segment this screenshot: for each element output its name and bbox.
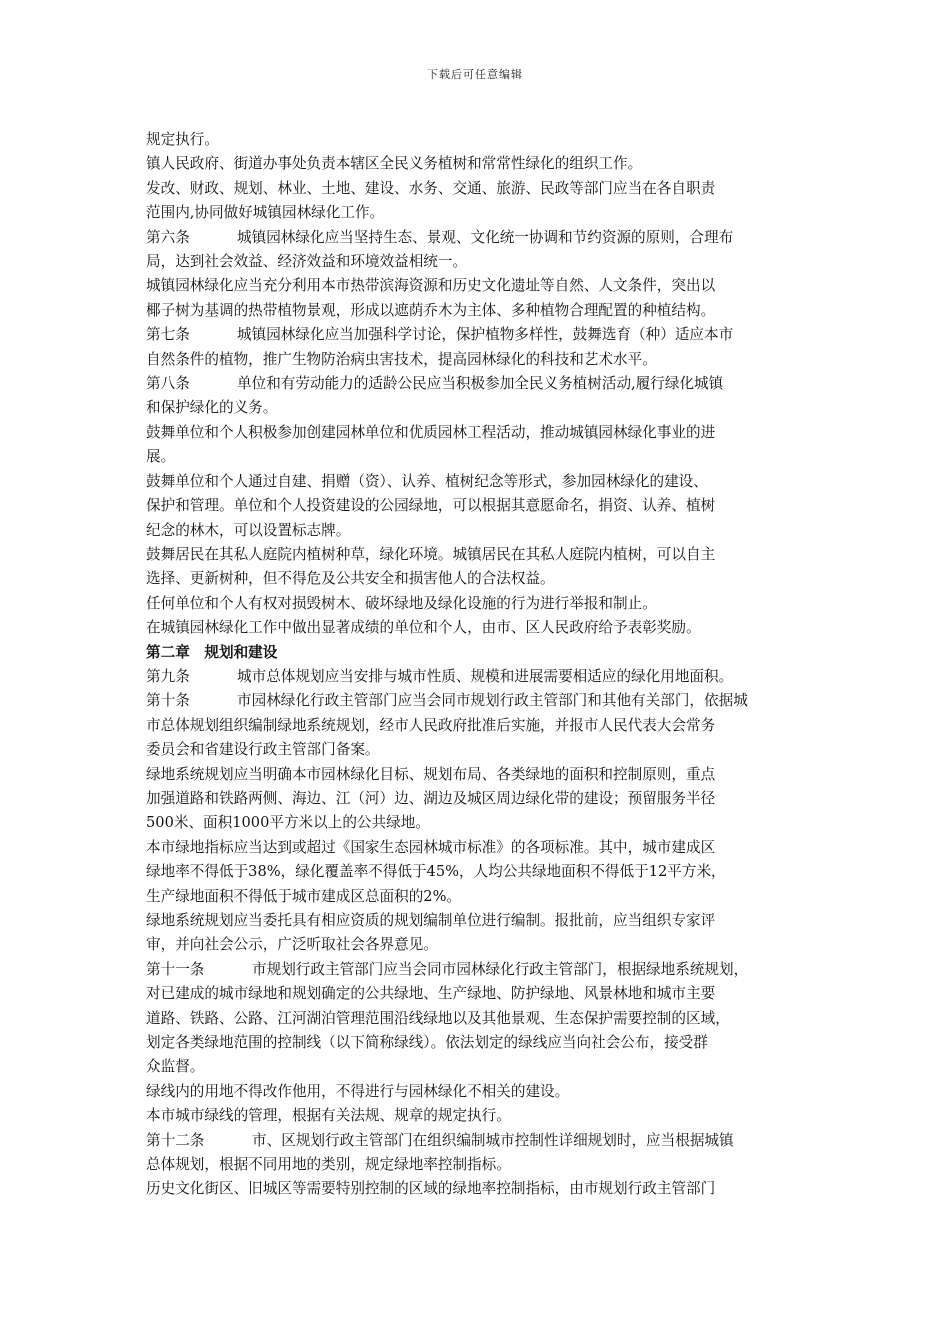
line-text: 选择、更新树种，但不得危及公共安全和损害他人的合法权益。	[146, 570, 555, 588]
line-text: 镇人民政府、街道办事处负责本辖区全民义务植树和常常性绿化的组织工作。	[146, 155, 643, 173]
paragraph-line	[146, 543, 810, 567]
paragraph-line	[146, 982, 810, 1006]
line-text: 历史文化街区、旧城区等需要特别控制的区域的绿地率控制指标，由市规划行政主管部门	[146, 1180, 716, 1198]
article-line	[146, 689, 810, 713]
article-line	[146, 226, 810, 250]
line-text: 绿地系统规划应当委托具有相应资质的规划编制单位进行编制。报批前，应当组织专家评	[146, 912, 716, 929]
line-text: 绿地系统规划应当明确本市园林绿化目标、规划布局、各类绿地的面积和控制原则，重点	[146, 765, 716, 783]
line-text: 加强道路和铁路两侧、海边、江（河）边、湖边及城区周边绿化带的建设；预留服务半径	[146, 789, 716, 807]
line-text: 椰子树为基调的热带植物景观，形成以遮荫乔木为主体、多种植物合理配置的种植结构。	[146, 301, 716, 319]
line-text: 鼓舞单位和个人通过自建、捐赠（资）、认养、植树纪念等形式，参加园林绿化的建设、	[146, 472, 708, 490]
article-line	[146, 665, 810, 689]
line-text: 和保护绿化的义务。	[146, 399, 278, 417]
line-text: 城镇园林绿化应当坚持生态、景观、文化统一协调和节约资源的原则，合理布	[237, 228, 734, 246]
paragraph-line	[146, 811, 810, 835]
paragraph-line	[146, 885, 810, 909]
paragraph-line	[146, 396, 810, 420]
paragraph-line	[146, 421, 810, 445]
line-text: 任何单位和个人有权对损毁树木、破坏绿地及绿化设施的行为进行举报和制止。	[146, 594, 657, 612]
paragraph-line	[146, 1080, 810, 1104]
line-text: 发改、财政、规划、林业、土地、建设、水务、交通、旅游、民政等部门应当在各自职责	[146, 179, 716, 197]
page-header: 下载后可任意编辑	[427, 68, 523, 81]
line-text: 范围内,协同做好城镇园林绿化工作。	[146, 204, 385, 222]
paragraph-line	[146, 1177, 810, 1201]
paragraph-line	[146, 1031, 810, 1055]
line-text: 展。	[146, 448, 176, 466]
document-body	[146, 128, 810, 1202]
paragraph-line	[146, 860, 810, 884]
chapter-heading	[146, 641, 810, 665]
line-text: 局，达到社会效益、经济效益和环境效益相统一。	[146, 253, 468, 271]
paragraph-line	[146, 152, 810, 176]
paragraph-line	[146, 128, 810, 152]
line-text: 市、区规划行政主管部门在组织编制城市控制性详细规划时，应当根据城镇	[252, 1131, 734, 1149]
line-text: 市园林绿化行政主管部门应当会同市规划行政主管部门和其他有关部门，依据城	[237, 692, 748, 710]
paragraph-line	[146, 909, 810, 933]
paragraph-line	[146, 470, 810, 494]
paragraph-line	[146, 714, 810, 738]
article-number: 第十条	[146, 692, 190, 710]
article-number: 第十一条	[146, 960, 205, 978]
line-text: 城镇园林绿化应当加强科学讨论，保护植物多样性，鼓舞选育（种）适应本市	[237, 326, 734, 344]
article-line	[146, 1129, 810, 1153]
paragraph-line	[146, 763, 810, 787]
line-text: 生产绿地面积不得低于城市建成区总面积的2%。	[146, 887, 462, 905]
line-text: 规定执行。	[146, 131, 219, 148]
article-number: 第十二条	[146, 1131, 205, 1149]
line-text: 鼓舞居民在其私人庭院内植树种草，绿化环境。城镇居民在其私人庭院内植树，可以自主	[146, 545, 716, 563]
paragraph-line	[146, 592, 810, 616]
paragraph-line	[146, 567, 810, 591]
line-text: 鼓舞单位和个人积极参加创建园林单位和优质园林工程活动，推动城镇园林绿化事业的进	[146, 423, 716, 441]
line-text: 单位和有劳动能力的适龄公民应当积极参加全民义务植树活动,履行绿化城镇	[237, 375, 724, 393]
line-text: 绿线内的用地不得改作他用，不得进行与园林绿化不相关的建设。	[146, 1082, 570, 1100]
paragraph-line	[146, 933, 810, 957]
line-text: 城镇园林绿化应当充分利用本市热带滨海资源和历史文化遗址等自然、人文条件，突出以	[146, 277, 716, 295]
paragraph-line	[146, 836, 810, 860]
paragraph-line	[146, 494, 810, 518]
line-text: 城市总体规划应当安排与城市性质、规模和进展需要相适应的绿化用地面积。	[237, 667, 734, 685]
line-text: 委员会和省建设行政主管部门备案。	[146, 741, 380, 759]
line-text: 众监督。	[146, 1058, 205, 1076]
paragraph-line	[146, 250, 810, 274]
line-text: 自然条件的植物，推广生物防治病虫害技术，提高园林绿化的科技和艺术水平。	[146, 350, 657, 368]
paragraph-line	[146, 738, 810, 762]
line-text: 绿地率不得低于38%，绿化覆盖率不得低于45%，人均公共绿地面积不得低于12平方米，	[146, 863, 726, 881]
line-text: 划定各类绿地范围的控制线（以下简称绿线）。依法划定的绿线应当向社会公布，接受群	[146, 1034, 708, 1052]
line-text: 本市绿地指标应当达到或超过《国家生态园林城市标准》的各项标准。其中，城市建成区	[146, 838, 716, 856]
line-text: 审，并向社会公示，广泛听取社会各界意见。	[146, 936, 438, 954]
article-line	[146, 372, 810, 396]
line-text: 道路、铁路、公路、江河湖泊管理范围沿线绿地以及其他景观、生态保护需要控制的区域，	[146, 1009, 730, 1027]
paragraph-line	[146, 519, 810, 543]
line-text: 本市城市绿线的管理，根据有关法规、规章的规定执行。	[146, 1107, 511, 1125]
article-number: 第八条	[146, 375, 190, 393]
paragraph-line	[146, 348, 810, 372]
paragraph-line	[146, 201, 810, 225]
article-number: 第六条	[146, 228, 190, 246]
article-number: 第九条	[146, 667, 190, 685]
line-text: 市规划行政主管部门应当会同市园林绿化行政主管部门，根据绿地系统规划，	[252, 960, 749, 978]
paragraph-line	[146, 787, 810, 811]
paragraph-line	[146, 616, 810, 640]
line-text: 对已建成的城市绿地和规划确定的公共绿地、生产绿地、防护绿地、风景林地和城市主要	[146, 985, 716, 1003]
article-line	[146, 323, 810, 347]
paragraph-line	[146, 299, 810, 323]
line-text: 在城镇园林绿化工作中做出显著成绩的单位和个人，由市、区人民政府给予表彰奖励。	[146, 619, 701, 637]
article-number: 第七条	[146, 326, 190, 344]
article-line	[146, 958, 810, 982]
line-text: 保护和管理。单位和个人投资建设的公园绿地，可以根据其意愿命名，捐资、认养、植树	[146, 497, 716, 515]
paragraph-line	[146, 274, 810, 298]
line-text: 500米、面积1000平方米以上的公共绿地。	[146, 814, 430, 832]
line-text: 纪念的林木，可以设置标志牌。	[146, 521, 351, 539]
paragraph-line	[146, 445, 810, 469]
line-text: 第二章 规划和建设	[146, 643, 278, 661]
line-text: 总体规划，根据不同用地的类别，规定绿地率控制指标。	[146, 1156, 511, 1174]
paragraph-line	[146, 177, 810, 201]
paragraph-line	[146, 1055, 810, 1079]
line-text: 市总体规划组织编制绿地系统规划，经市人民政府批准后实施，并报市人民代表大会常务	[146, 716, 716, 734]
paragraph-line	[146, 1007, 810, 1031]
paragraph-line	[146, 1153, 810, 1177]
paragraph-line	[146, 1104, 810, 1128]
